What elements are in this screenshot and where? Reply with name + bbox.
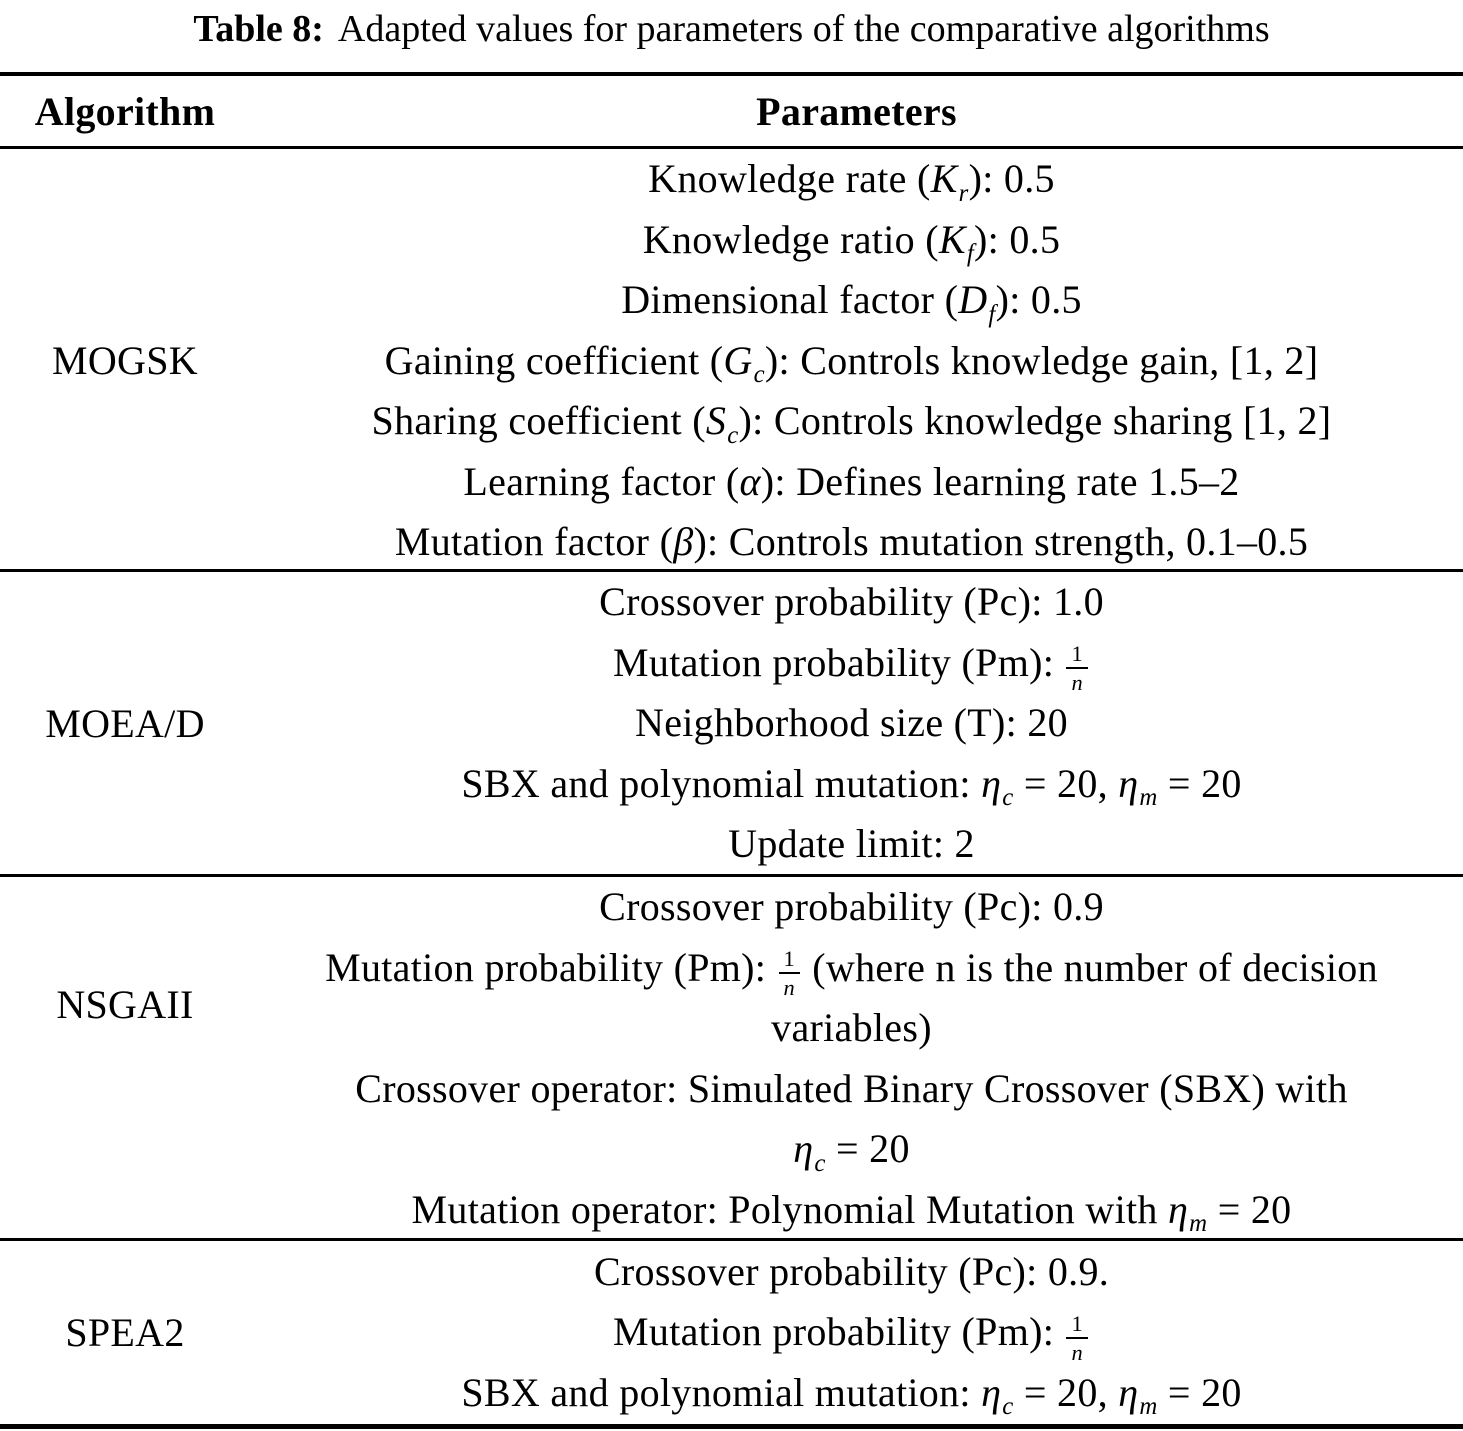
text-segment: ): Controls knowledge sharing [1, 2] <box>738 398 1332 443</box>
fraction <box>779 946 801 1001</box>
math-subscript: m <box>1189 1210 1208 1238</box>
math-symbol: G <box>723 337 753 383</box>
table-number: Table 8: <box>193 8 324 50</box>
text-segment: = 20, <box>1013 760 1119 806</box>
text-segment: ): Defines learning rate 1.5–2 <box>760 458 1240 504</box>
parameter-line <box>250 331 1453 392</box>
parameters-cell <box>250 149 1463 573</box>
text-segment: Crossover probability (Pc): 0.9 <box>599 884 1104 929</box>
math-symbol: β <box>673 519 694 564</box>
math-subscript: c <box>1002 784 1014 812</box>
math-symbol: D <box>958 277 988 322</box>
text-segment: Mutation factor ( <box>394 519 674 564</box>
math-subscript: c <box>814 1149 826 1177</box>
text-segment: ): 0.5 <box>974 216 1061 262</box>
algorithm-name-cell: MOEA/D <box>45 700 205 746</box>
fraction-numerator: 1 <box>1066 1311 1088 1339</box>
text-segment: (where n is the number of decision <box>802 944 1378 990</box>
math-symbol: η <box>1118 760 1139 806</box>
table-row <box>0 1241 1463 1424</box>
parameter-line <box>250 512 1453 573</box>
math-symbol: K <box>938 216 966 262</box>
table-row <box>0 877 1463 1241</box>
text-segment: = 20 <box>1157 1369 1242 1415</box>
text-segment: SBX and polynomial mutation: <box>461 760 982 806</box>
parameter-line <box>250 572 1453 633</box>
math-symbol: η <box>1168 1186 1189 1232</box>
math-symbol: K <box>930 156 958 201</box>
text-segment: Crossover probability (Pc): 0.9. <box>593 1248 1110 1294</box>
parameters-cell <box>250 572 1463 875</box>
math-subscript: c <box>753 361 765 389</box>
parameter-line <box>250 693 1453 754</box>
parameter-line <box>250 1242 1453 1303</box>
parameter-line <box>250 1059 1453 1120</box>
math-subscript: c <box>727 421 739 449</box>
parameter-line <box>250 452 1453 513</box>
parameter-line <box>250 998 1453 1059</box>
parameter-line <box>250 391 1453 452</box>
math-symbol: S <box>705 398 727 443</box>
math-subscript: r <box>958 179 969 207</box>
text-segment: = 20, <box>1013 1369 1119 1415</box>
text-segment: ): Controls mutation strength, 0.1–0.5 <box>693 519 1309 564</box>
text-segment: ): Controls knowledge gain, [1, 2] <box>764 337 1319 383</box>
text-segment: ): 0.5 <box>995 277 1082 322</box>
fraction-numerator: 1 <box>779 946 801 974</box>
fraction-denominator: n <box>1071 669 1083 695</box>
math-symbol: η <box>981 1369 1002 1415</box>
algorithm-name-cell: NSGAII <box>56 982 194 1027</box>
parameter-line <box>250 877 1453 938</box>
text-segment: = 20 <box>825 1126 910 1171</box>
fraction <box>1066 1311 1088 1366</box>
text-segment: Mutation probability (Pm): <box>613 639 1065 685</box>
text-segment: Learning factor ( <box>463 458 740 504</box>
text-segment: Neighborhood size (T): 20 <box>635 700 1068 745</box>
math-symbol: α <box>739 458 761 504</box>
text-segment: Sharing coefficient ( <box>371 398 706 443</box>
text-segment: Mutation operator: Polynomial Mutation with <box>411 1186 1169 1232</box>
table-caption <box>0 0 1463 72</box>
table-body <box>0 149 1463 1424</box>
text-segment: Gaining coefficient ( <box>384 337 724 383</box>
fraction-numerator: 1 <box>1066 641 1088 669</box>
math-subscript: f <box>966 240 975 268</box>
column-header-algorithm: Algorithm <box>34 88 216 134</box>
math-subscript: m <box>1139 784 1158 812</box>
text-segment: ): 0.5 <box>968 156 1055 201</box>
text-segment: Crossover probability (Pc): 1.0 <box>599 579 1104 624</box>
parameters-cell <box>250 877 1463 1240</box>
parameters-table <box>0 72 1463 1429</box>
math-subscript: f <box>988 300 996 328</box>
math-subscript: m <box>1139 1393 1158 1421</box>
parameter-line <box>250 210 1453 271</box>
text-segment: Dimensional factor ( <box>621 277 959 322</box>
parameter-line <box>250 1302 1453 1363</box>
column-header-parameters: Parameters <box>756 88 957 134</box>
math-symbol: η <box>1118 1369 1139 1415</box>
text-segment: SBX and polynomial mutation: <box>461 1369 982 1415</box>
algorithm-name-cell: SPEA2 <box>65 1310 185 1355</box>
text-segment: = 20 <box>1207 1186 1292 1232</box>
fraction-denominator: n <box>783 974 795 1000</box>
parameter-line <box>250 938 1453 999</box>
parameter-line <box>250 814 1453 875</box>
text-segment: variables) <box>771 1005 932 1050</box>
parameter-line <box>250 1363 1453 1424</box>
fraction <box>1066 641 1088 696</box>
text-segment: Crossover operator: Simulated Binary Crossover (SBX) with <box>355 1065 1348 1111</box>
parameter-line <box>250 270 1453 331</box>
fraction-denominator: n <box>1071 1339 1083 1365</box>
math-symbol: η <box>793 1126 814 1171</box>
algorithm-name-cell: MOGSK <box>52 338 198 384</box>
math-symbol: η <box>981 760 1002 806</box>
parameter-line <box>250 633 1453 694</box>
text-segment: = 20 <box>1157 760 1242 806</box>
text-segment: Knowledge rate ( <box>648 156 931 201</box>
parameter-line <box>250 1119 1453 1180</box>
parameter-line <box>250 754 1453 815</box>
parameters-cell <box>250 1241 1463 1424</box>
parameter-line <box>250 149 1453 210</box>
table-row <box>0 149 1463 572</box>
parameter-line <box>250 1180 1453 1241</box>
text-segment: Mutation probability (Pm): <box>613 1309 1065 1355</box>
table-caption-text: Adapted values for parameters of the comparative algorithms <box>337 8 1270 50</box>
text-segment: Mutation probability (Pm): <box>325 944 777 990</box>
text-segment: Update limit: 2 <box>728 821 975 866</box>
math-subscript: c <box>1002 1393 1014 1421</box>
text-segment: Knowledge ratio ( <box>642 216 939 262</box>
table-header-row <box>0 76 1463 149</box>
